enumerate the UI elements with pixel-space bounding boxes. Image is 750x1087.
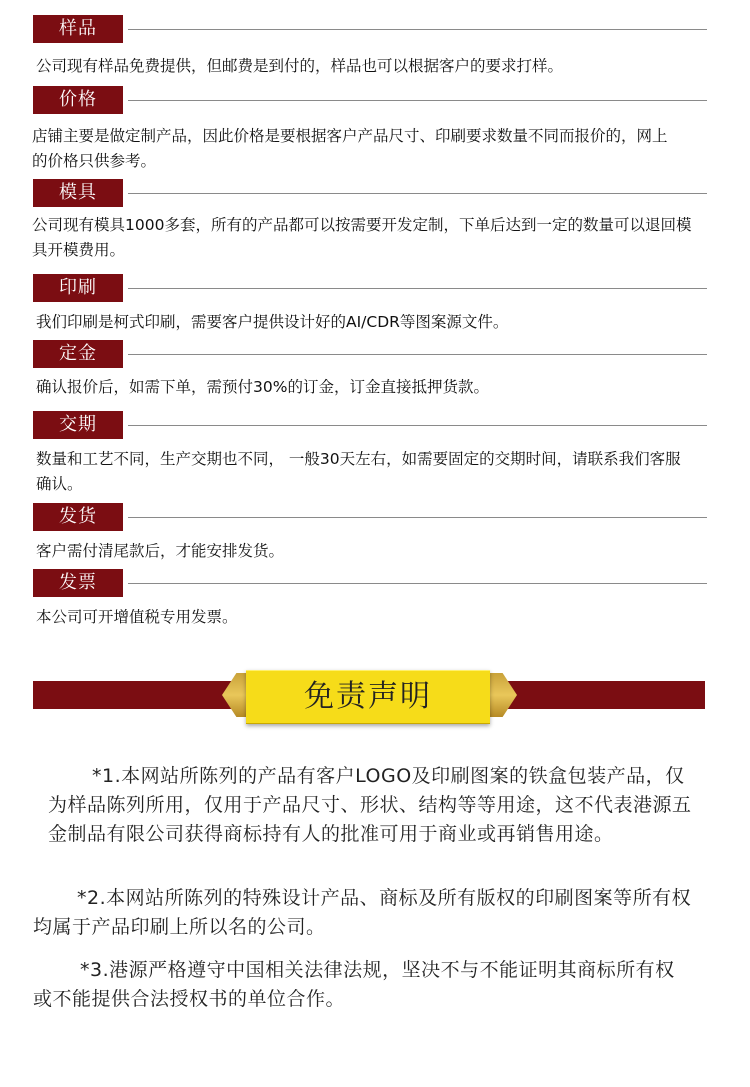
divider-line: [128, 100, 707, 101]
section-text: 本公司可开增值税专用发票。: [36, 608, 238, 626]
divider-line: [128, 583, 707, 584]
section-header: [33, 411, 707, 439]
disclaimer-item-1: *1.本网站所陈列的产品有客户LOGO及印刷图案的铁盒包装产品，仅为样品陈列所用，仅用于产品尺寸、形状、结构等等用途，这不代表港源五金制品有限公司获得商标持有人的批准可用于商业或再销售用途。: [48, 765, 692, 845]
section-header: [33, 15, 707, 43]
section-title: 模具: [33, 179, 123, 207]
section-text: 公司现有模具1000多套，所有的产品都可以按需要开发定制，下单后达到一定的数量可以退回模具开模费用。: [32, 216, 692, 259]
divider-line: [128, 193, 707, 194]
divider-line: [128, 288, 707, 289]
disclaimer-title: 免责声明: [304, 679, 432, 714]
divider-line: [128, 517, 707, 518]
section-text: 店铺主要是做定制产品，因此价格是要根据客户产品尺寸、印刷要求数量不同而报价的，网上的价格只供参考。: [32, 127, 668, 170]
section-text: 确认报价后，如需下单，需预付30%的订金，订金直接抵押货款。: [36, 378, 489, 396]
section-title: 交期: [33, 411, 123, 439]
section-header: [33, 179, 707, 207]
section-text: 数量和工艺不同，生产交期也不同， 一般30天左右，如需要固定的交期时间，请联系我们客服确认。: [36, 450, 681, 493]
section-title: 发货: [33, 503, 123, 531]
section-title: 定金: [33, 340, 123, 368]
section-text: 客户需付清尾款后，才能安排发货。: [36, 542, 285, 560]
divider-line: [128, 354, 707, 355]
divider-line: [128, 425, 707, 426]
section-text: 公司现有样品免费提供，但邮费是到付的，样品也可以根据客户的要求打样。: [36, 57, 564, 75]
section-title: 发票: [33, 569, 123, 597]
section-header: [33, 340, 707, 368]
section-title: 印刷: [33, 274, 123, 302]
section-header: [33, 86, 707, 114]
section-title: 价格: [33, 86, 123, 114]
disclaimer-item-2: *2.本网站所陈列的特殊设计产品、商标及所有版权的印刷图案等所有权均属于产品印刷上所以名的公司。: [33, 887, 692, 938]
disclaimer-item-3: *3.港源严格遵守中国相关法律法规，坚决不与不能证明其商标所有权或不能提供合法授权书的单位合作。: [33, 959, 675, 1010]
section-header: [33, 503, 707, 531]
section-header: [33, 569, 707, 597]
section-title: 样品: [33, 15, 123, 43]
disclaimer-title-box: [246, 670, 490, 724]
section-text: 我们印刷是柯式印刷，需要客户提供设计好的AI/CDR等图案源文件。: [36, 313, 509, 331]
section-header: [33, 274, 707, 302]
divider-line: [128, 29, 707, 30]
